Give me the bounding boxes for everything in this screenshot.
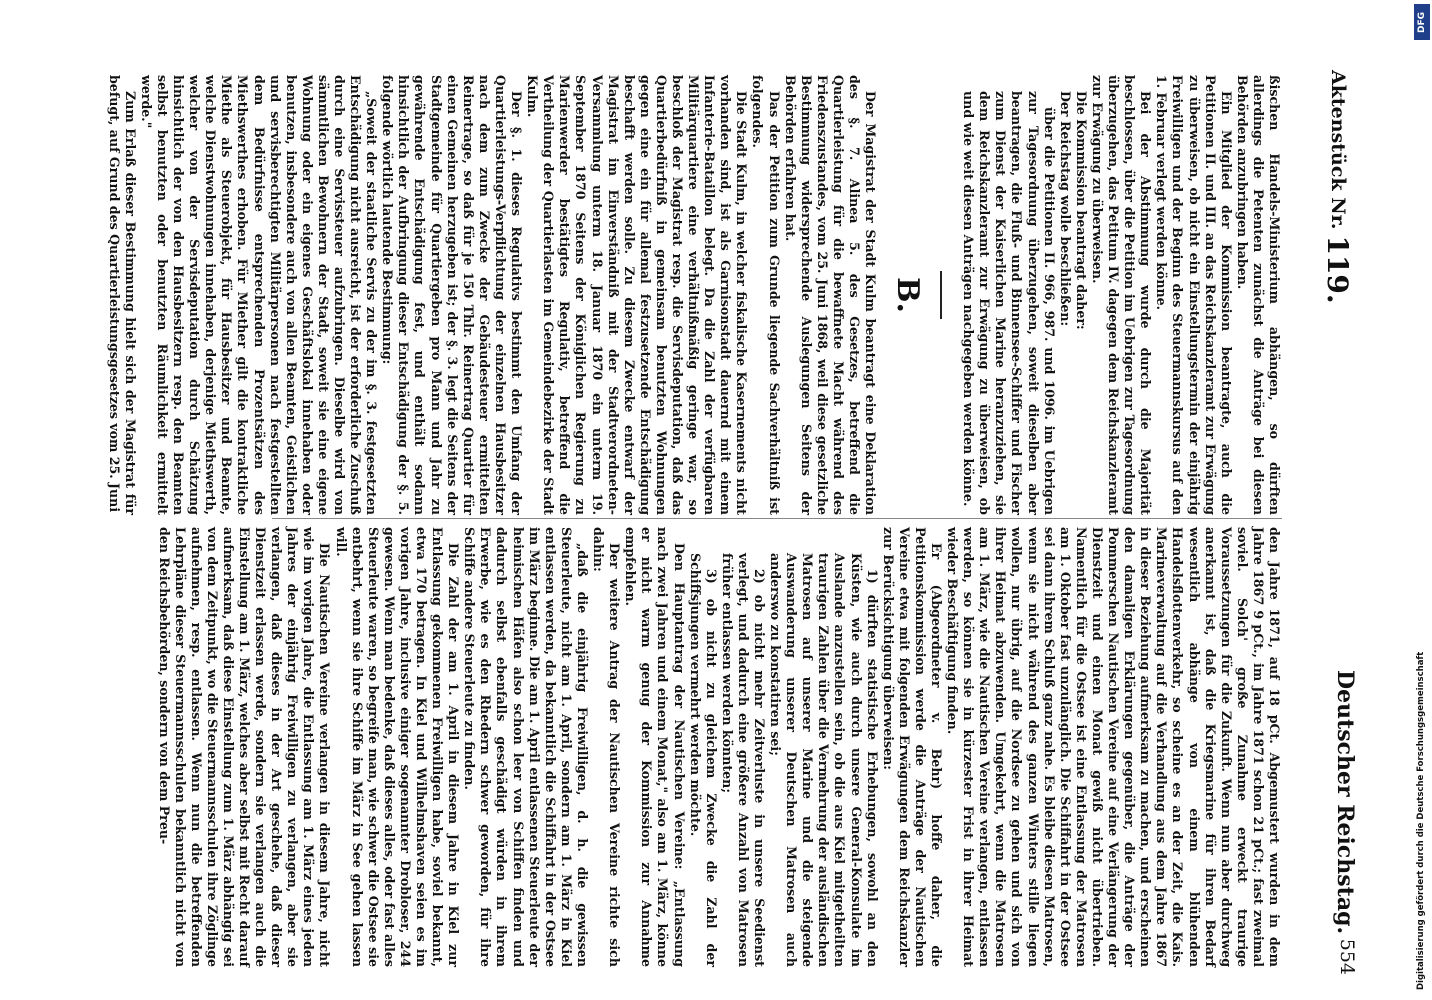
paragraph: „Soweit der staatliche Servis zu der im §. 3. festgesetzten Entschädigung nicht ausreicht, ist der erforderliche Zuschuß durch eine Servissteuer aufzubringen. Dieselbe wird von sämmtlichen Bewohnern der Stadt, soweit sie eine eigene Wohnung oder ein eigenes Geschäftslokal innehaben oder benutzen, insbesondere auch von allen Beamten, Geistlichen und servisberechtigten Militärpersonen nach festgestellten dem Bedürfnisse entsprechenden Prozentsätzen des Miethswerthes erhoben. Für Miether gilt die kontraktliche Miethe als Steuerobjekt, für Hausbesitzer und Beamte, welche Dienstwohnungen innehaben, derjenige Miethswerth, welcher von der Servisdeputation durch Schätzung hinsichtlich der von den Hausbesitzern resp. den Beamten selbst benutzten oder benutzten Räumlichkeit ermittelt werde." [138, 75, 380, 515]
list-item: 3) ob nicht zu gleichem Zwecke die Zahl der Schiffsjungen vermehrt werden möchte. [687, 553, 719, 967]
paragraph: Die Stadt Kulm, in welcher fiskalische Kasernements nicht vorhanden sind, ist als Garnisonstadt dauernd mit einem Infanterie-Bataillon belegt. Da die Zahl der verfügbaren Militärquartiere eine verhältnißmäßig geringe war, so beschloß der Magistrat resp. die Servisdeputation, daß das Quartierbedürfniß in gemeinsam benutzten Wohnungen gegen eine ein für allemal festzusetzende Entschädigung beschafft werden solle. Zu diesem Zwecke entwarf der Magistrat im Einverständniß mit der Stadtverordneten-Versammlung unterm 18. Januar 1870 ein unterm 19. September 1870 Seitens der Königlichen Regierung zu Marienwerder bestätigtes Regulativ, betreffend die Vertheilung der Quartierlasten im Gemeindebezirke der Stadt Kulm. [525, 75, 750, 515]
paragraph: Das der Petition zum Grunde liegende Sachverhältniß ist folgendes. [750, 75, 782, 515]
paragraph: Zum Erlaß dieser Bestimmung hielt sich der Magistrat für befugt, auf Grund des Quartierleistungsgesetzes vom 25. Juni [106, 75, 138, 515]
paragraph: Die Zahl der am 1. April in diesem Jahre in Kiel zur Entlassung gekommenen Freiwilligen habe, soviel bekannt, etwa 170 betragen. In Kiel und Wilhelmshaven seien es im vorigen Jahre, inclusive einiger sogenannter Drobloser, 244 gewesen. Wenn man bedenke, daß dieses alles, oder fast alles Steuerleute waren, so begreife man, wie schwer die Ostsee sie entbehrt, wenn sie ihre Schiffe im März in See gehen lassen will. [333, 527, 462, 967]
paragraph: Den Hauptantrag der Nautischen Vereine: „Entlassung nach zwei Jahren und einem Monat," also am 1. März, könne er nicht warm genug der Kommission zur Annahme empfehlen. [623, 527, 687, 967]
paragraph: Ein Mitglied der Kommission beantragte, auch die Petitionen II. und III. an das Reichskanzleramt zur Erwägung zu überweisen, ob nicht ein Einstellungstermin der einjährig Freiwilligen und der Beginn des Steuermannskursus auf den 1. Februar verlegt werden könne. [1154, 75, 1234, 515]
paragraph: über die Petitionen II. 966, 987. und 1096. im Uebrigen zur Tagesordnung überzugehen, soweit dieselben aber beantragen, die Fluß- und Binnensee-Schiffer und Fischer zum Dienst der Kaiserlichen Marine heranzuziehen, sie dem Reichskanzleramt zur Erwägung zu überweisen, ob und wie weit diesen Anträgen nachgegeben werden könne. [961, 91, 1057, 515]
paragraph: „daß die einjährig Freiwilligen, d. h. die gewissen Steuerleute, nicht am 1. April, sondern am 1. März in Kiel entlassen werden, da bekanntlich die Schiffahrt in der Ostsee im März beginne. Die am 1. April entlassenen Steuerleute der heimischen Häfen also schon leer von Schiffen finden und dadurch selbst ebenfalls geschädigt würden in ihrem Erwerbe, wie es den Rhedern schwer geworden, für ihre Schiffe andere Steuerleute zu finden. [462, 527, 590, 967]
column-divider [272, 518, 1282, 519]
paragraph: ßischen Handels-Ministerium abhängen, so dürften allerdings die Petenten zunächst die Anträge bei diesen Behörden anzubringen haben. [1234, 75, 1282, 515]
document-number: 119. [1321, 235, 1354, 304]
section-divider [940, 271, 942, 319]
page-number: 554 [1336, 938, 1358, 975]
paragraph: Der §. 1. dieses Regulativs bestimmt den Umfang der Quartierleistungs-Verpflichtung der einzelnen Hausbesitzer nach dem zum Zwecke der Gebäudesteuer ermittelten Reinertrage, so daß für je 150 Thlr. Reinertrag Quartier für einen Gemeinen herzugeben ist; der §. 3. legt die Seitens der Stadtgemeinde für Quartiergeben pro Mann und Jahr zu gewährende Entschädigung fest, und enthält sodann hinsichtlich der Aufbringung dieser Entschädigung der §. 5. folgende wörtlich lautende Bestimmung: [380, 75, 525, 515]
paragraph: Der Magistrat der Stadt Kulm beantragt eine Deklaration des §. 7. Alinea 5. des Gesetzes, betreffend die Quartierleistung für die bewaffnete Macht während des Friedenszustandes, vom 25. Juni 1868, weil diese gesetzliche Bestimmung widersprechende Auslegungen Seitens der Behörden erfahren hat. [782, 75, 879, 515]
document-reference [1321, 70, 1358, 304]
document-label: Aktenstück Nr. [1327, 70, 1349, 230]
column-left-page [156, 527, 1282, 967]
paragraph: Bei der Abstimmung wurde durch die Majorität beschlossen, über die Petition im Uebrigen zur Tagesordnung überzugehen, das Petitum IV. dagegen dem Reichskanzleramt zur Erwägung zu überweisen. [1089, 75, 1154, 515]
page-header [1321, 70, 1358, 975]
paragraph: Die Kommission beantragt daher: [1073, 91, 1089, 330]
digitization-credit: Digitalisierung gefördert durch die Deutsche Forschungsgemeinschaft [1416, 651, 1426, 990]
publication-title: Deutscher Reichstag. [1332, 670, 1358, 935]
paragraph: Die Nautischen Vereine verlangen in diesem Jahre, nicht wie im vorigen Jahre, die Entlassung am 1. März eines jeden Jahres der einjährig Freiwilligen zu verlangen, aber sie verlangen, daß dieses in der Art geschehe, daß dieser Dienstzeit erlassen werde, sondern sie verlangen auch die Einstellung am 1. März, welches aber selbst mit Recht darauf aufmerksam, daß diese Einstellung zum 1. März abhängig sei von dem Zeitpunkt, wo die Steuermannsschulen ihre Zöglinge aufnehmen, resp. entlassen. Wenn nun die betreffenden Lehrpläne dieser Steuermannsschulen bekanntlich nicht von den Reichsbehörden, sondern von dem Preu- [156, 527, 333, 967]
dfg-logo: DFG [1414, 4, 1430, 40]
section-heading: B. [890, 277, 926, 313]
paragraph: Der weitere Antrag der Nautischen Vereine richte sich dahin: [591, 527, 623, 967]
list-item: 2) ob nicht mehr Zeitverluste in unsere Seedienst verlegt, und dadurch eine größere Anzahl von Matrosen früher entlassen werden könnten; [719, 553, 767, 967]
paragraph: den Jahre 1871, auf 18 pCt. Abgemustert wurden in dem Jahre 1867 9 pCt., im Jahre 1871 schon 21 pCt.; fast zweimal soviel. Solch' große Zunahme erweckt traurige Voraussetzungen für die Zukunft. Wenn nun aber durchweg anerkannt ist, daß die Kriegsmarine für ihren Bedarf wesentlich abhänge von einem blühenden Handelsflottenverkehr, so scheine es an der Zeit, die Kais. Marineverwaltung auf die Verhandlung aus dem Jahre 1867 in dieser Beziehung aufmerksam zu machen, und erscheinen den damaligen Erklärungen gegenüber, die Anträge der Pommerschen Nautischen Vereine auf eine Verlängerung der Dienstzeit und einen Monat gewiß nicht übertrieben. Namentlich für die Ostsee ist eine Entlassung der Matrosen am 1. Oktober fast unzulänglich. Die Schiffahrt in der Ostsee sei dann ihrem Schluß ganz nahe. Es bleibe diesen Matrosen, wenn sie nicht während des ganzen Winters stille liegen wollen, nur übrig, auf die Nordsee zu gehen und sich von ihrer Heimat abzuwenden. Umgekehrt, wenn die Matrosen am 1. März, wie die Nautischen Vereine verlangen, entlassen werden, so können sie in kürzester Frist in ihrer Heimat wieder Beschäftigung finden. [945, 527, 1282, 967]
list-item: 1) dürften statistische Erhebungen, sowohl an den Küsten, wie auch durch unsere General-Konsulate im Auslande anzustellen sein, ob die aus Kiel mitgetheilten traurigen Zahlen über die Vermehrung der ausländischen Matrosen auf unserer Marine und die steigende Auswanderung unserer Deutschen Matrosen auch anderswo zu konstatiren sei; [768, 553, 880, 967]
column-right-page [106, 75, 1282, 515]
paragraph: Er (Abgeordneter v. Behr) hoffe daher, die Petitionskommission werde die Anträge der Nautischen Vereine etwa mit folgenden Erwägungen dem Reichskanzler zur Berücksichtigung überweisen: [880, 527, 945, 967]
paragraph: Der Reichstag wolle beschließen: [1057, 91, 1073, 327]
